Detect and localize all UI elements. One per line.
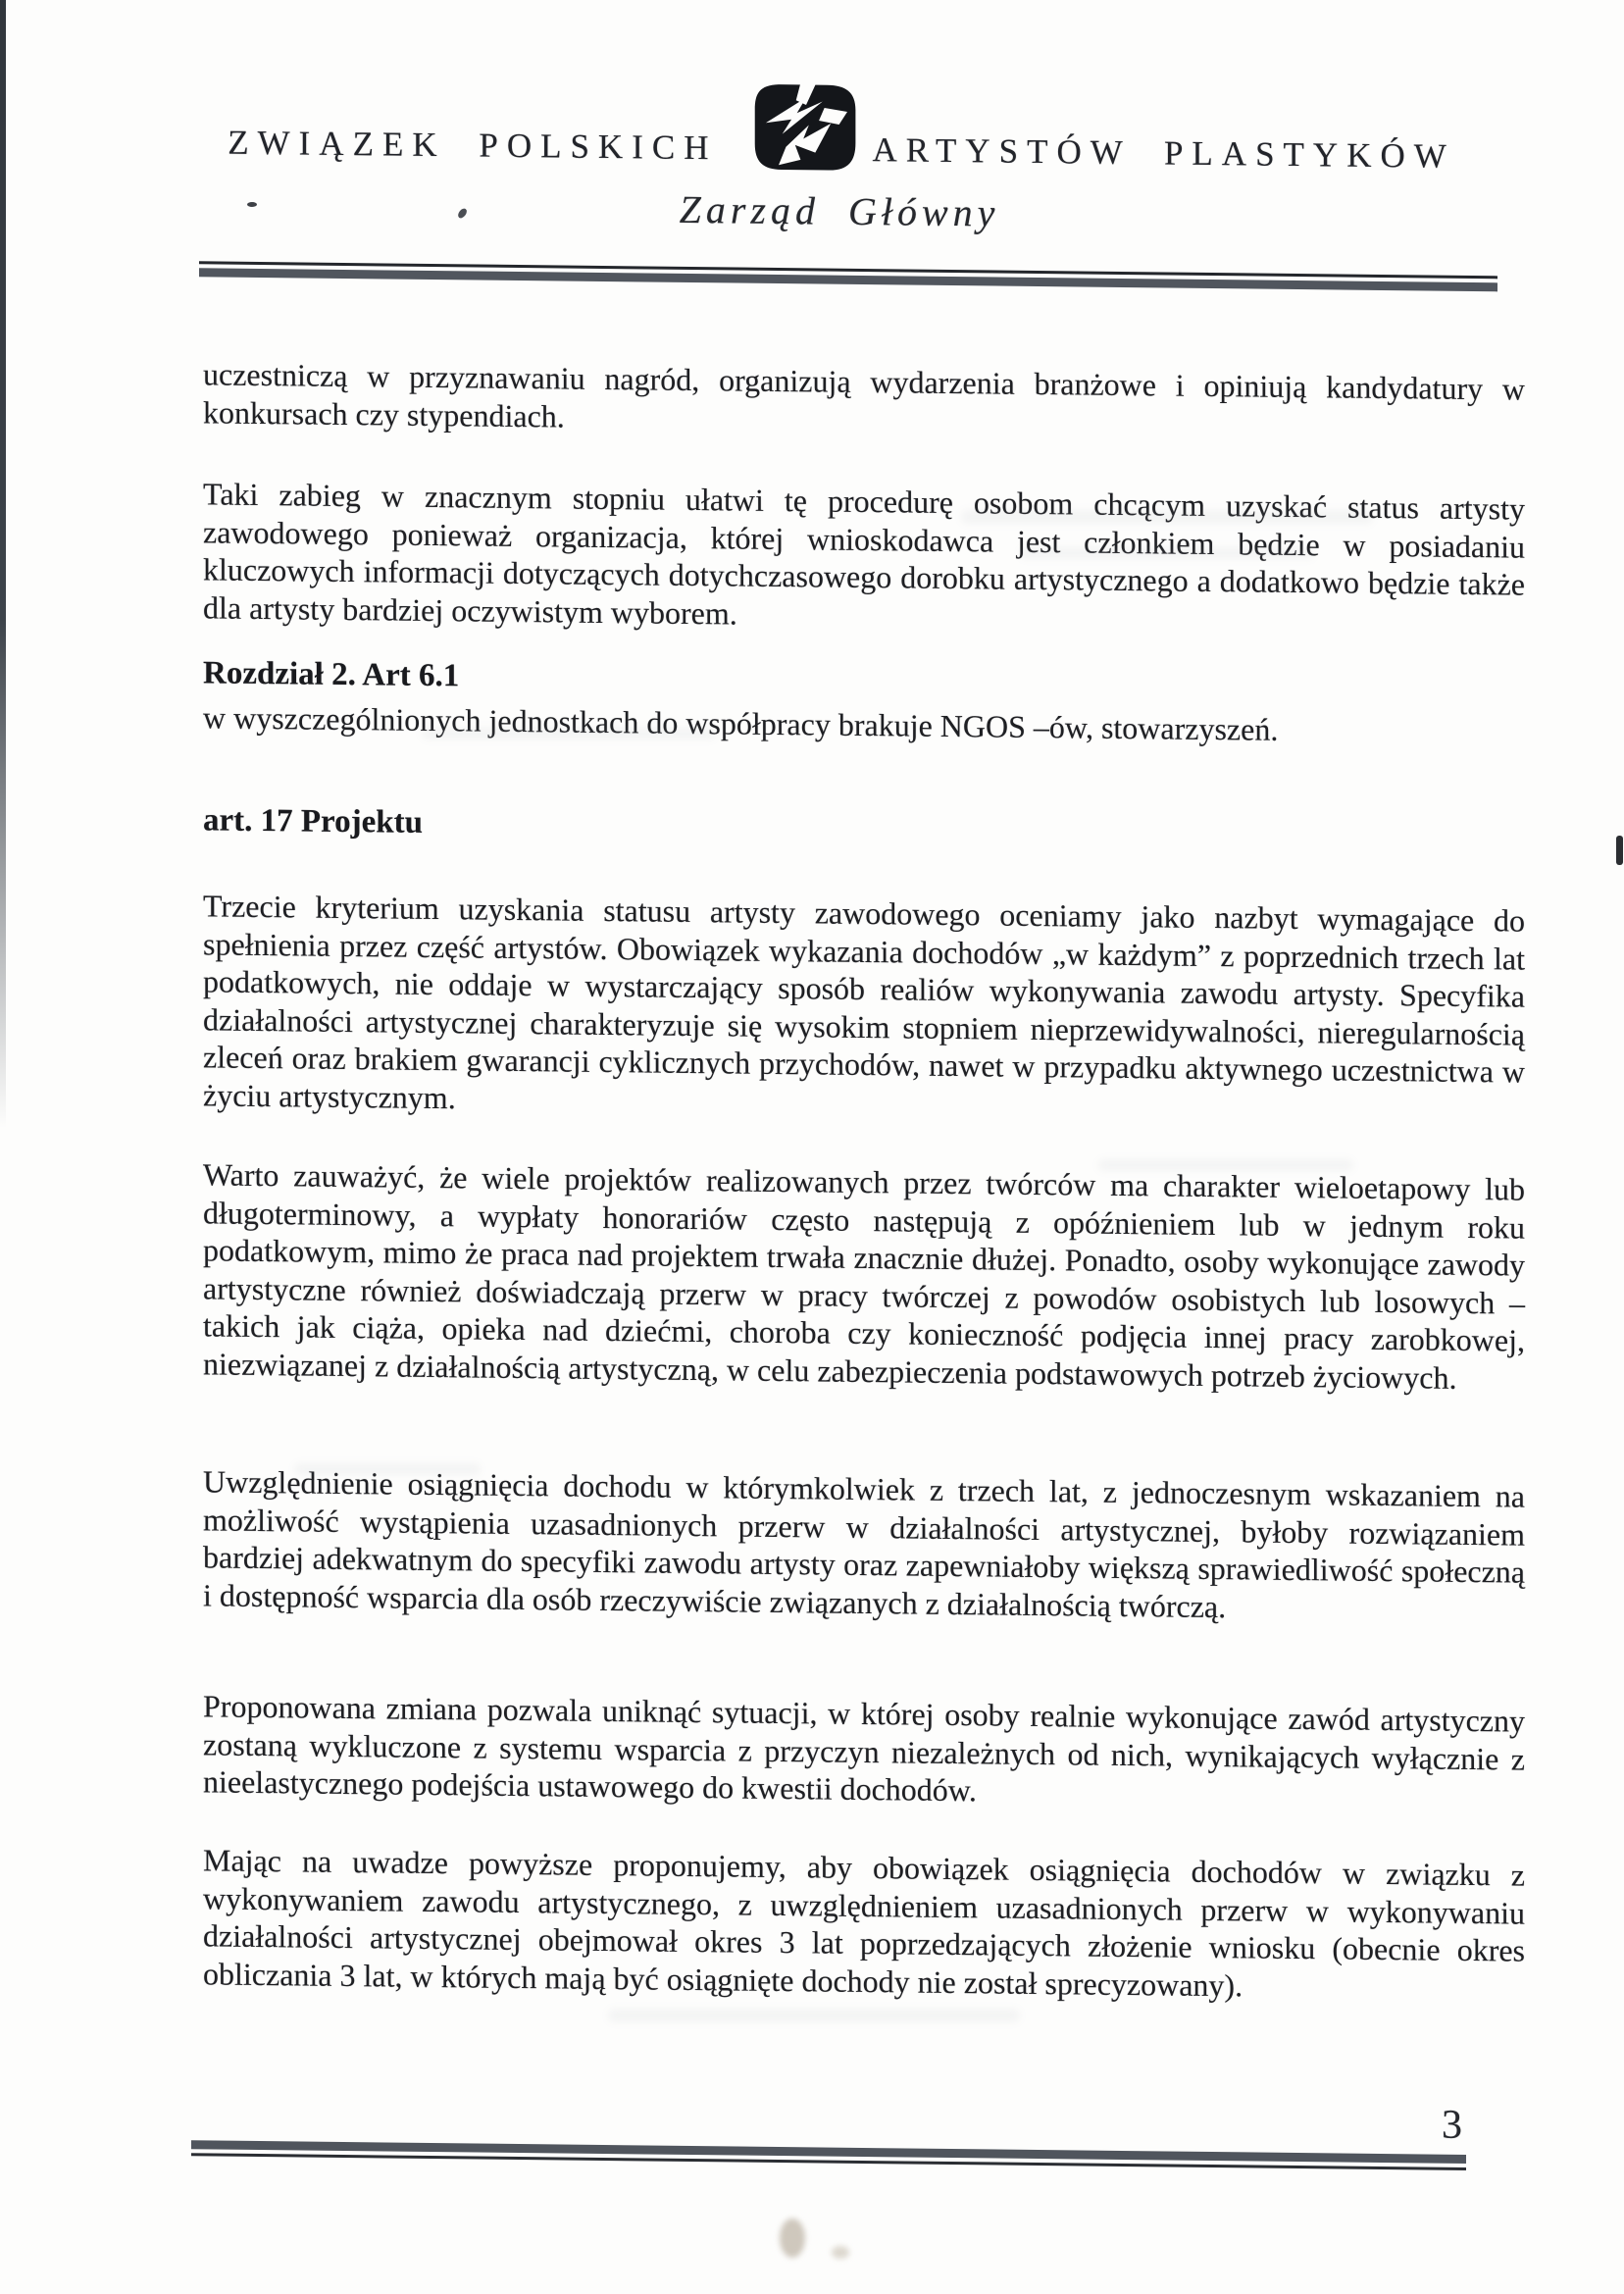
zpap-logo-icon — [751, 81, 861, 175]
footer-divider-rule — [191, 2102, 1466, 2170]
letterhead — [29, 116, 1624, 183]
paragraph-proponowana-zmiana: Proponowana zmiana pozwala uniknąć sytuacji, w której osoby realnie wykonujące zawód artystyczny zostaną wykluczone z systemu wsparcia z przyczyn niezależnych od nich, wynikających wyłącznie z nieelastycznego podejścia ustawowego do kwestii dochodów. — [203, 1688, 1525, 1809]
paragraph-taki-zabieg: Taki zabieg w znacznym stopniu ułatwi tę procedurę osobom chcącym uzyskać status artysty zawodowego ponieważ organizacja, której wnioskodawca jest członkiem będzie w posiadaniu kluczowych informacji dotyczących dotychczasowego dorobku artystycznego a dodatkowo będzie także dla artysty bardziej oczywistym wyborem. — [203, 476, 1525, 632]
paragraph-uczestnicza: uczestniczą w przyznawaniu nagród, organizują wydarzenia branżowe i opiniują kandydatury w konkursach czy stypendiach. — [203, 356, 1525, 434]
section-heading-art-17: art. 17 Projektu — [203, 802, 423, 841]
paragraph-majac-na-uwadze: Mając na uwadze powyższe proponujemy, aby obowiązek osiągnięcia dochodów w związku z wykonywaniem zawodu artystycznego, z uwzględnieniem uzasadnionych przerw w wykonywaniu działalności artystycznej obejmował okres 3 lat poprzedzających złożenie wniosku (obecnie okres obliczania 3 lat, w których mają być osiągnięte dochody nie został sprecyzowany). — [203, 1842, 1525, 2003]
org-name-left: ZWIĄZEK POLSKICH — [228, 123, 718, 168]
paragraph-wyszczegolnione-jednostki: w wyszczególnionych jednostkach do współpracy brakuje NGOS –ów, stowarzyszeń. — [203, 699, 1279, 747]
paragraph-trzecie-kryterium: Trzecie kryterium uzyskania statusu artysty zawodowego oceniamy jako nazbyt wymagające do spełnienia przez część artystów. Obowiązek wykazania dochodów „w każdym” z poprzednich trzech lat podatkowych, nie oddaje w wystarczający sposób realiów wykonywania zawodu artysty. Specyfika działalności artystycznej charakteryzuje się wysokim stopniem nieprzewidywalności, nieregularnością zleceń oraz brakiem gwarancji cyklicznych przychodów, nawet w przypadku aktywnego uczestnictwa w życiu artystycznym. — [203, 888, 1525, 1115]
section-heading-rozdzial-2: Rozdział 2. Art 6.1 — [203, 655, 460, 694]
header-divider-rule — [199, 261, 1497, 291]
page-number: 3 — [1442, 2102, 1462, 2148]
paragraph-warto-zauwazyc: Warto zauważyć, że wiele projektów realizowanych przez twórców ma charakter wieloetapowy lub długoterminowy, a wypłaty honorariów często następują z opóźnieniem lub w jednym roku podatkowym, mimo że praca nad projektem trwała znacznie dłużej. Ponadto, osoby wykonujące zawody artystyczne również doświadczają przerw w pracy twórczej z powodów osobistych lub losowych – takich jak ciąża, opieka nad dziećmi, choroba czy konieczność podjęcia innej pracy zarobkowej, niezwiązanej z działalnością artystyczną, w celu zabezpieczenia podstawowych potrzeb życiowych. — [203, 1156, 1525, 1396]
org-name-right: ARTYSTÓW PLASTYKÓW — [872, 130, 1455, 176]
paragraph-uwzglednienie-dochodu: Uwzględnienie osiągnięcia dochodu w którymkolwiek z trzech lat, z jednoczesnym wskazaniem na możliwość wystąpienia uzasadnionych przerw w działalności artystycznej, byłoby rozwiązaniem bardziej adekwatnym do specyfiki zawodu artysty oraz zapewniałoby większą sprawiedliwość społeczną i dostępność wsparcia dla osób rzeczywiście związanych z działalnością twórczą. — [203, 1463, 1525, 1624]
org-subtitle: Zarząd Główny — [679, 186, 1000, 235]
